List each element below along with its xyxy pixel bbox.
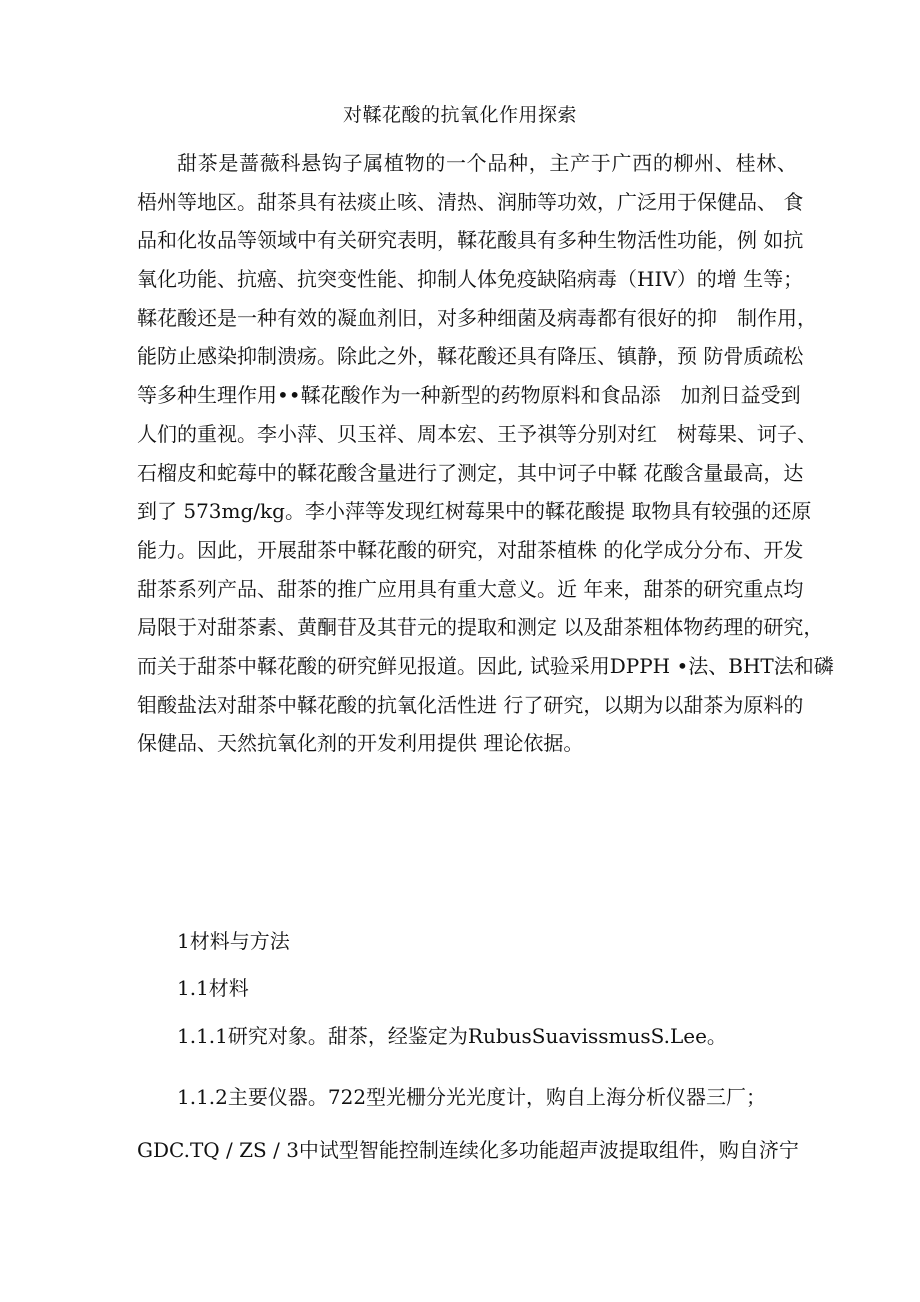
section-heading: 1材料与方法 — [177, 929, 290, 953]
paragraph-line: 钼酸盐法对甜茶中鞣花酸的抗氧化活性进 行了研究，以期为以甜茶为原料的 — [137, 692, 804, 717]
paragraph-line: 石榴皮和蛇莓中的鞣花酸含量进行了测定，其中诃子中鞣 花酸含量最高，达 — [137, 460, 804, 485]
paragraph-line: 等多种生理作用••鞣花酸作为一种新型的药物原料和食品添 加剂日益受到 — [137, 383, 801, 408]
continuation-line: GDC.TQ / ZS / 3中试型智能控制连续化多功能超声波提取组件，购自济宁 — [137, 1138, 799, 1162]
intro-paragraph — [137, 144, 834, 763]
paragraph-line: 能力。因此，开展甜茶中鞣花酸的研究，对甜茶植株 的化学成分分布、开发 — [137, 537, 804, 562]
item-research-object: 1.1.1研究对象。甜茶，经鉴定为RubusSuavissmusS.Lee。 — [177, 1024, 727, 1048]
paragraph-line: 保健品、天然抗氧化剂的开发利用提供 理论依据。 — [137, 731, 584, 756]
paragraph-line: 鞣花酸还是一种有效的凝血剂旧，对多种细菌及病毒都有很好的抑 制作用， — [137, 305, 817, 330]
subsection-heading: 1.1材料 — [177, 976, 249, 1000]
paragraph-line: 甜茶是蔷薇科悬钩子属植物的一个品种，主产于广西的柳州、桂林、 — [177, 151, 797, 175]
document-title: 对鞣花酸的抗氧化作用探索 — [342, 104, 577, 126]
paragraph-line: 而关于甜茶中鞣花酸的研究鲜见报道。因此, 试验采用DPPH •法、BHT法和磷 — [137, 653, 834, 678]
paragraph-line: 氧化功能、抗癌、抗突变性能、抑制人体免疫缺陷病毒（HIV）的增 生等； — [137, 267, 804, 292]
paragraph-line: 梧州等地区。甜茶具有祛痰止咳、清热、润肺等功效，广泛用于保健品、 食 — [137, 189, 804, 214]
paragraph-line: 人们的重视。李小萍、贝玉祥、周本宏、王予祺等分别对红 树莓果、诃子、 — [137, 421, 817, 446]
paragraph-line: 到了 573mg/kg。李小萍等发现红树莓果中的鞣花酸提 取物具有较强的还原 — [137, 499, 812, 524]
paragraph-line: 品和化妆品等领域中有关研究表明，鞣花酸具有多种生物活性功能，例 如抗 — [137, 228, 804, 253]
paragraph-line: 能防止感染抑制溃疡。除此之外，鞣花酸还具有降压、镇静，预 防骨质疏松 — [137, 344, 804, 369]
paragraph-line: 甜茶系列产品、甜茶的推广应用具有重大意义。近 年来，甜茶的研究重点均 — [137, 576, 804, 601]
item-instruments: 1.1.2主要仪器。722型光栅分光光度计，购自上海分析仪器三厂； — [177, 1085, 767, 1109]
paragraph-line: 局限于对甜茶素、黄酮苷及其苷元的提取和测定 以及甜茶粗体物药理的研究， — [137, 615, 824, 640]
